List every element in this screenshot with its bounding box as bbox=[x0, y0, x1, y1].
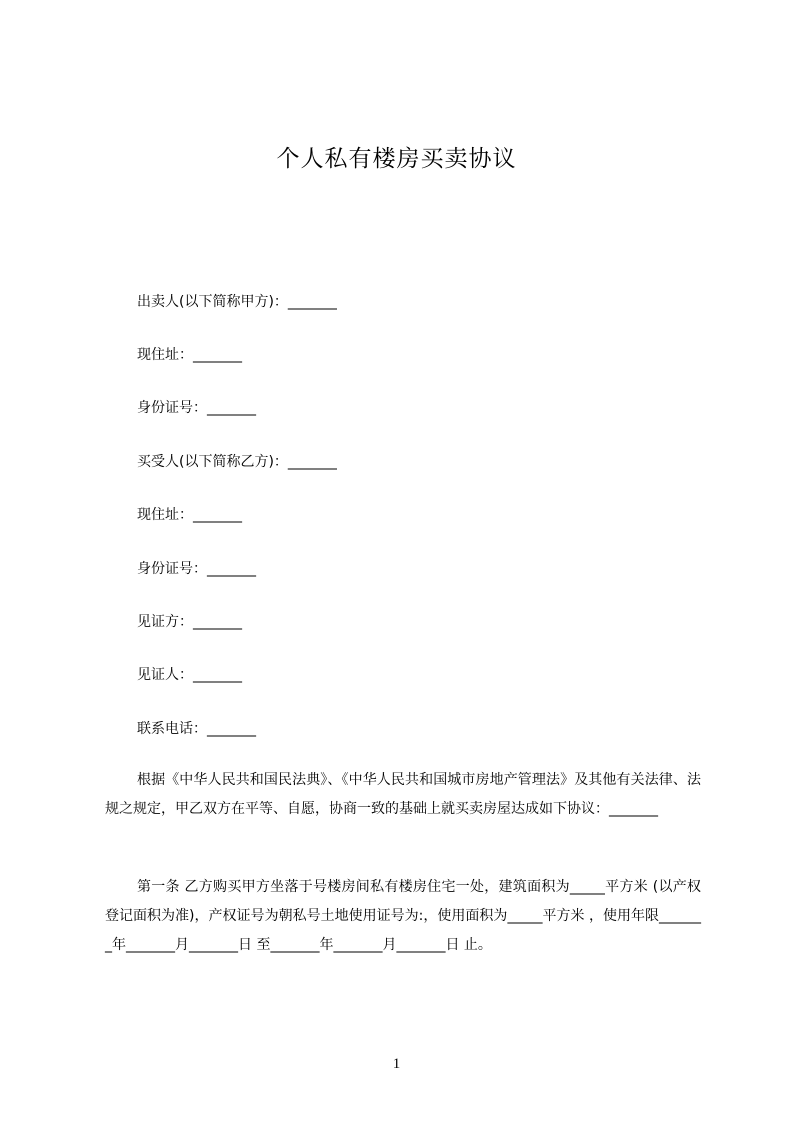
seller-name-field: 出卖人(以下简称甲方)：_______ bbox=[137, 294, 337, 310]
witness-party-field: 见证方：_______ bbox=[137, 614, 242, 630]
seller-address-field: 现住址：_______ bbox=[137, 347, 242, 363]
seller-id-field: 身份证号：_______ bbox=[137, 400, 256, 416]
phone-field: 联系电话：_______ bbox=[137, 721, 256, 737]
page-number: 1 bbox=[392, 1056, 401, 1072]
article-one-paragraph: 第一条 乙方购买甲方坐落于号楼房间私有楼房住宅一处，建筑面积为_____平方米 (以产权登记面积为准)，产权证号为朝私号土地使用证号为:，使用面积为_____平方米 ，使用年限_______年_______月_______日 至_______年_______月_______日 止。 bbox=[105, 879, 701, 953]
buyer-address-field: 现住址：_______ bbox=[137, 507, 242, 523]
preamble-paragraph: 根据《中华人民共和国民法典》、《中华人民共和国城市房地产管理法》及其他有关法律、法规之规定，甲乙双方在平等、自愿，协商一致的基础上就买卖房屋达成如下协议：_______ bbox=[105, 772, 701, 817]
witness-person-field: 见证人：_______ bbox=[137, 667, 242, 683]
buyer-id-field: 身份证号：_______ bbox=[137, 561, 256, 577]
buyer-name-field: 买受人(以下简称乙方)：_______ bbox=[137, 454, 337, 470]
document-title: 个人私有楼房买卖协议 bbox=[276, 146, 517, 172]
